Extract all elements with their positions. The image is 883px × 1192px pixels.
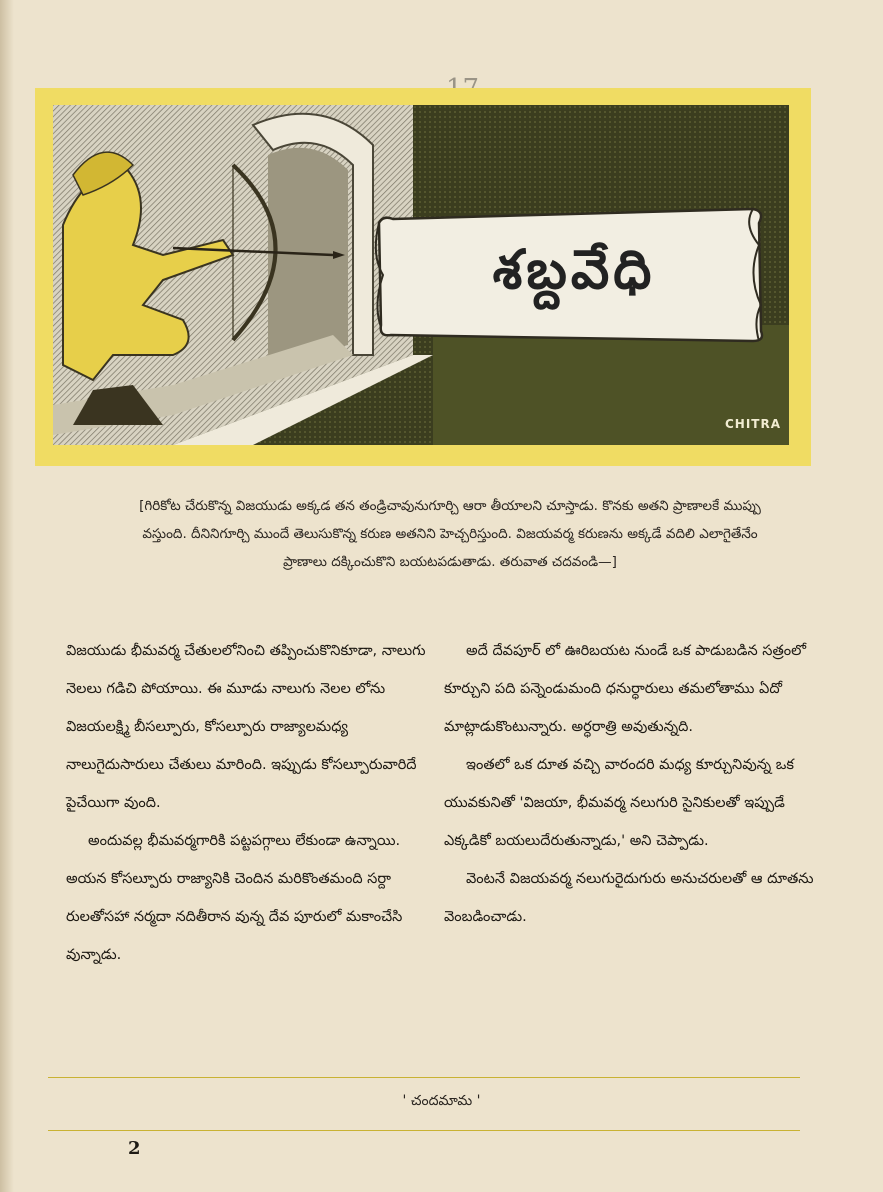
story-recap: [గిరికోట చేరుకొన్న విజయుడు అక్కడ తన తండ్రిచావునుగూర్చి ఆరా తీయాలని చూస్తాడు. కొనకు అతని ప్రాణాలకే ముప్పు వస్తుంది. దీనినిగూర్చి ముందే తెలుసుకొన్న కరుణ అతనిని హెచ్చరిస్తుంది. విజయవర్మ కరుణను అక్కడే వదిలి ఎలాగైతేనేం ప్రాణాలు దక్కించుకొని బయటపడుతాడు. తరువాత చదవండి—] (139, 498, 761, 570)
paragraph: వెంటనే విజయవర్మ నలుగురైదుగురు అనుచరులతో ఆ దూతను వెంబడించాడు. (444, 871, 814, 925)
paragraph: అందువల్ల భీమవర్మగారికి పట్టపగ్గాలు లేకుండా ఉన్నాయి. అయన కోసల్పూరు రాజ్యానికి చెందిన మరికొంతమంది సర్దా రులతోసహా నర్మదా నదితీరాన వున్న దేవ పూరులో మకాంచేసి వున్నాడు. (66, 833, 403, 963)
paragraph: ఇంతలో ఒక దూత వచ్చి వారందరి మధ్య కూర్చునివున్న ఒక యువకునితో 'విజయా, భీమవర్మ నలుగురి సైనికులతో ఇప్పుడే ఎక్కడికో బయలుదేరుతున్నాడు,' అని చెప్పాడు. (444, 757, 794, 849)
story-title: శబ్దవేధి (492, 237, 656, 301)
page-edge-shadow (0, 0, 14, 1192)
left-column (66, 632, 436, 974)
footer-divider-bottom (48, 1130, 800, 1131)
paragraph: అదే దేవపూర్ లో ఊరిబయట నుండే ఒక పాడుబడిన సత్రంలో కూర్చుని పది పన్నెండుమంది ధనుర్ధారులు తమలోతాము ఏదో మాట్లాడుకొంటున్నారు. అర్ధరాత్రి అవుతున్నది. (444, 643, 806, 735)
artist-signature: CHITRA (724, 417, 781, 431)
title-banner (35, 88, 811, 466)
footer-divider-top (48, 1077, 800, 1078)
magazine-name: ' చందమామ ' (402, 1093, 481, 1109)
paragraph: విజయుడు భీమవర్మ చేతులలోనించి తప్పించుకొనికూడా, నాలుగు నెలలు గడిచి పోయాయి. ఈ మూడు నాలుగు నెలల లోను విజయలక్ష్మి బీసల్పూరు, కోసల్పూరు రాజ్యాలమధ్య నాలుగైదుసారులు చేతులు మారింది. ఇప్పుడు కోసల్పూరువారిదే పైచేయిగా వుంది. (66, 643, 426, 811)
page-number: 2 (128, 1138, 141, 1159)
archer-illustration (53, 105, 789, 445)
right-column (444, 632, 814, 936)
